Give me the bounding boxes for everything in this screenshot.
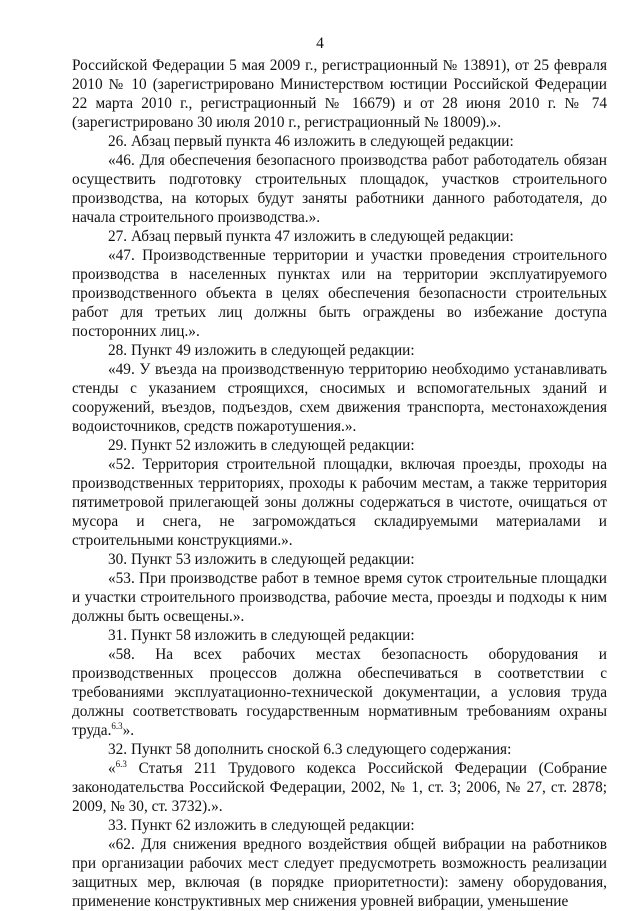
paragraph-text: 27. Абзац первый пункта 47 изложить в следующей редакции: [108,228,514,245]
paragraph-text: 28. Пункт 49 изложить в следующей редакции: [108,342,415,359]
paragraph [72,246,607,341]
paragraph [72,151,607,227]
paragraph-text: 26. Абзац первый пункта 46 изложить в следующей редакции: [108,133,514,150]
paragraph-text: «47. Производственные территории и участки проведения строительного производства в населенных пунктах или на территории эксплуатируемого производственного объекта в целях обеспечения безопасности строительных работ для третьих лиц должны быть ограждены во избежание доступа посторонних лиц.». [72,247,607,340]
paragraph-text: 30. Пункт 53 изложить в следующей редакции: [108,551,415,568]
paragraph-text: «53. При производстве работ в темное время суток строительные площадки и участки строительного производства, рабочие места, проезды и подходы к ним должны быть освещены.». [72,570,607,625]
quote-open: « [108,760,116,777]
paragraph [72,455,607,550]
paragraph-text: Российской Федерации 5 мая 2009 г., регистрационный № 13891), от 25 февраля 2010 № 10 (зарегистрировано Министерством юстиции Российской Федерации 22 марта 2010 г., регистрационный № 16679) и от 28 июня 2010 г. № 74 (зарегистрировано 30 июля 2010 г., регистрационный № 18009).». [72,57,607,131]
paragraph [72,740,607,759]
paragraph [72,759,607,816]
paragraph [72,56,607,132]
paragraph [72,645,607,740]
paragraph-text: 32. Пункт 58 дополнить сноской 6.3 следующего содержания: [108,741,512,758]
paragraph [72,816,607,835]
paragraph-text: «58. На всех рабочих местах безопасность оборудования и производственных процессов должна обеспечиваться в соответствии с требованиями эксплуатационно-технической документации, а условия труда должны соответствовать государственным нормативным требованиям охраны труда. [72,646,607,739]
paragraph [72,341,607,360]
paragraph-text: 31. Пункт 58 изложить в следующей редакции: [108,627,415,644]
page-number: 4 [316,35,324,52]
paragraph-text: «52. Территория строительной площадки, включая проезды, проходы на производственных территориях, проходы к рабочим местам, а также территория пятиметровой прилегающей зоны должны содержаться в чистоте, очищаться от мусора и снега, не загромождаться складируемыми материалами и строительными конструкциями.». [72,456,607,549]
paragraph-text: «49. У въезда на производственную территорию необходимо устанавливать стенды с указанием строящихся, сносимых и вспомогательных зданий и сооружений, въездов, подъездов, схем движения транспорта, местонахождения водоисточников, средств пожаротушения.». [72,361,607,435]
paragraph-text: 29. Пункт 52 изложить в следующей редакции: [108,437,415,454]
paragraph [72,569,607,626]
paragraph [72,626,607,645]
paragraph-text: Статья 211 Трудового кодекса Российской Федерации (Собрание законодательства Российской Федерации, 2002, № 1, ст. 3; 2006, № 27, ст. 2878; 2009, № 30, ст. 3732).». [72,760,607,815]
paragraph [72,132,607,151]
document-body [72,56,607,911]
paragraph [72,360,607,436]
footnote-marker: 6.3 [115,759,127,769]
paragraph-text: 33. Пункт 62 изложить в следующей редакции: [108,817,415,834]
paragraph [72,227,607,246]
paragraph-text: «46. Для обеспечения безопасного производства работ работодатель обязан осуществить подготовку строительных площадок, участков строительного производства, на которых будут заняты работники данного работодателя, до начала строительного производства.». [72,152,607,226]
paragraph [72,550,607,569]
paragraph [72,436,607,455]
footnote-marker: 6.3 [111,721,123,731]
quote-close: ». [122,722,135,739]
paragraph [72,835,607,911]
paragraph-text: «62. Для снижения вредного воздействия общей вибрации на работников при организации рабочих мест следует предусмотреть возможность реализации защитных мер, включая (в порядке приоритетности): замену оборудования, применение конструктивных мер снижения уровней вибрации, уменьшение [72,836,607,910]
